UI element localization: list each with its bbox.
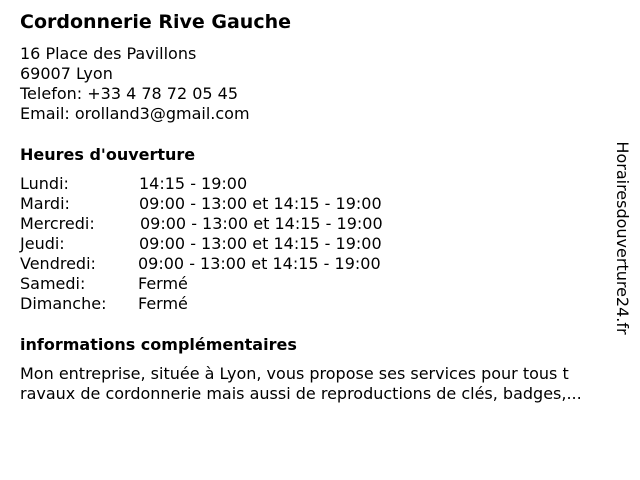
time-value: 09:00 - 13:00 et 14:15 - 19:00	[139, 234, 382, 253]
hours-row-tuesday	[20, 194, 440, 214]
business-description	[20, 364, 620, 404]
day-label: Jeudi:	[20, 234, 65, 253]
hours-row-thursday	[20, 234, 440, 254]
hours-row-monday	[20, 174, 440, 194]
phone-line: Telefon: +33 4 78 72 05 45	[20, 84, 239, 103]
postal-city: 69007 Lyon	[20, 64, 113, 83]
day-label: Mardi:	[20, 194, 70, 213]
opening-hours-table	[20, 174, 440, 314]
email-line: Email: orolland3@gmail.com	[20, 104, 250, 123]
opening-hours-heading: Heures d'ouverture	[20, 145, 196, 164]
description-line: Mon entreprise, située à Lyon, vous propose ses services pour tous t	[20, 364, 569, 383]
time-value: 09:00 - 13:00 et 14:15 - 19:00	[140, 214, 383, 233]
day-label: Vendredi:	[20, 254, 96, 273]
site-watermark: Horairesdouverture24.fr	[613, 141, 632, 335]
hours-row-saturday	[20, 274, 440, 294]
hours-row-wednesday	[20, 214, 440, 234]
description-line: ravaux de cordonnerie mais aussi de reproductions de clés, badges,...	[20, 384, 582, 403]
business-title: Cordonnerie Rive Gauche	[20, 11, 291, 33]
day-label: Mercredi:	[20, 214, 95, 233]
time-value: 09:00 - 13:00 et 14:15 - 19:00	[139, 194, 382, 213]
address-block	[20, 44, 250, 124]
street-address: 16 Place des Pavillons	[20, 44, 197, 63]
time-value: Fermé	[138, 274, 188, 293]
day-label: Lundi:	[20, 174, 69, 193]
additional-info-heading: informations complémentaires	[20, 335, 297, 354]
day-label: Dimanche:	[20, 294, 107, 313]
day-label: Samedi:	[20, 274, 86, 293]
time-value: 14:15 - 19:00	[139, 174, 248, 193]
time-value: 09:00 - 13:00 et 14:15 - 19:00	[138, 254, 381, 273]
hours-row-friday	[20, 254, 440, 274]
hours-row-sunday	[20, 294, 440, 314]
time-value: Fermé	[138, 294, 188, 313]
